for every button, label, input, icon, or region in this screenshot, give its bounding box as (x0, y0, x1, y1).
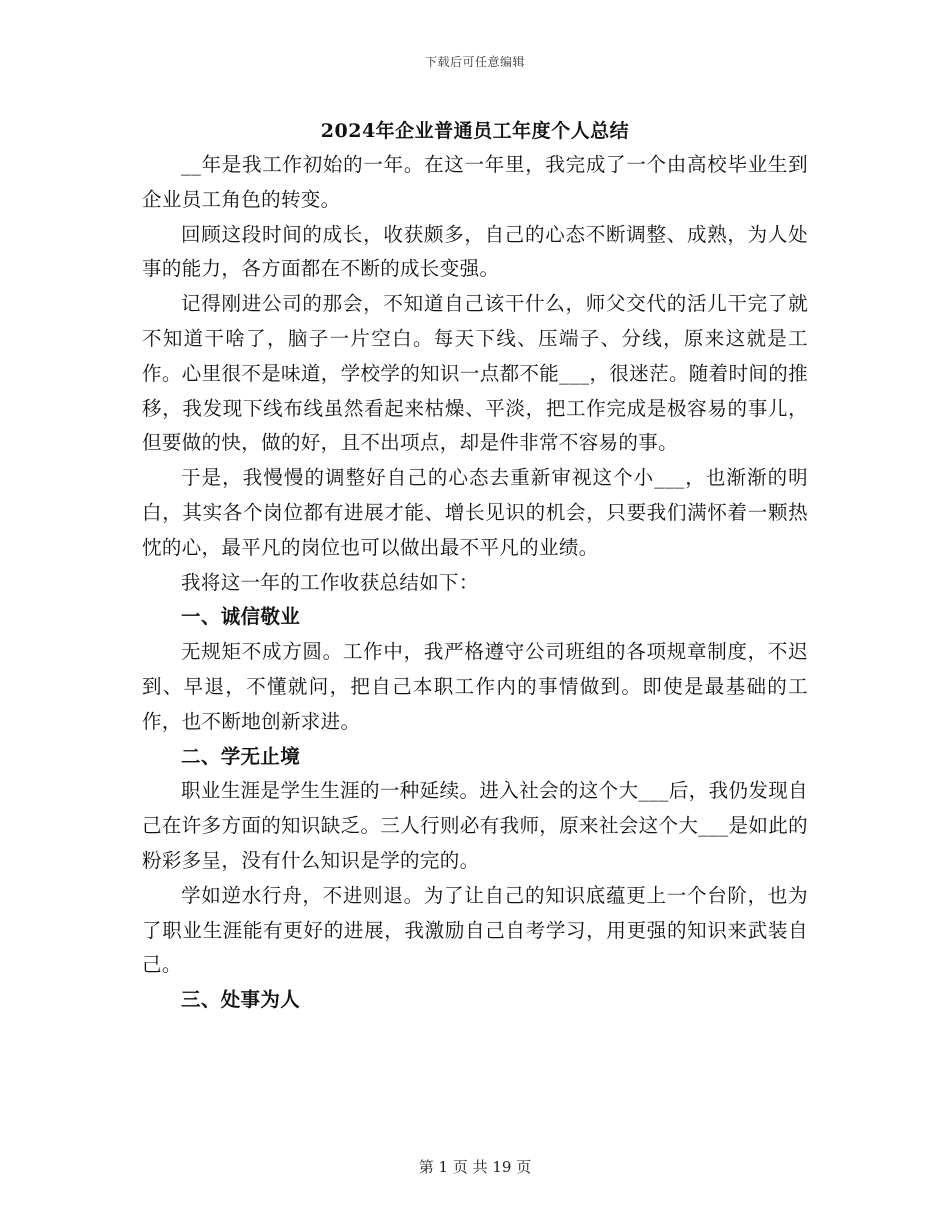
document-body (142, 148, 808, 1018)
body-paragraph: 记得刚进公司的那会，不知道自己该干什么，师父交代的活儿干完了就不知道干啥了，脑子一片空白。每天下线、压端子、分线，原来这就是工作。心里很不是味道，学校学的知识一点都不能___，很迷茫。随着时间的推移，我发现下线布线虽然看起来枯燥、平淡，把工作完成是极容易的事儿，但要做的快，做的好，且不出项点，却是件非常不容易的事。 (142, 292, 808, 455)
body-paragraph: 回顾这段时间的成长，收获颇多，自己的心态不断调整、成熟，为人处事的能力，各方面都在不断的成长变强。 (142, 222, 808, 281)
body-paragraph: 学如逆水行舟，不进则退。为了让自己的知识底蕴更上一个台阶，也为了职业生涯能有更好的进展，我激励自己自考学习，用更强的知识来武装自己。 (142, 883, 808, 977)
body-paragraph: 我将这一年的工作收获总结如下： (181, 570, 479, 594)
body-paragraph: 无规矩不成方圆。工作中，我严格遵守公司班组的各项规章制度，不迟到、早退，不懂就问，把自己本职工作内的事情做到。即使是最基础的工作，也不断地创新求进。 (142, 640, 808, 733)
body-paragraph: __年是我工作初始的一年。在这一年里，我完成了一个由高校毕业生到企业员工角色的转变。 (142, 153, 808, 211)
document-title: 2024年企业普通员工年度个人总结 (320, 120, 630, 142)
section-heading: 一、诚信敬业 (181, 605, 301, 629)
body-paragraph: 于是，我慢慢的调整好自己的心态去重新审视这个小___，也渐渐的明白，其实各个岗位都有进展才能、增长见识的机会，只要我们满怀着一颗热忱的心，最平凡的岗位也可以做出最不平凡的业绩。 (142, 466, 808, 559)
header-note: 下载后可任意编辑 (424, 55, 525, 69)
section-heading: 三、处事为人 (181, 988, 301, 1012)
page-number: 第 1 页 共 19 页 (418, 1158, 532, 1176)
body-paragraph: 职业生涯是学生生涯的一种延续。进入社会的这个大___后，我仍发现自己在许多方面的知识缺乏。三人行则必有我师，原来社会这个大___是如此的粉彩多呈，没有什么知识是学的完的。 (142, 779, 808, 872)
section-heading: 二、学无止境 (181, 744, 301, 768)
